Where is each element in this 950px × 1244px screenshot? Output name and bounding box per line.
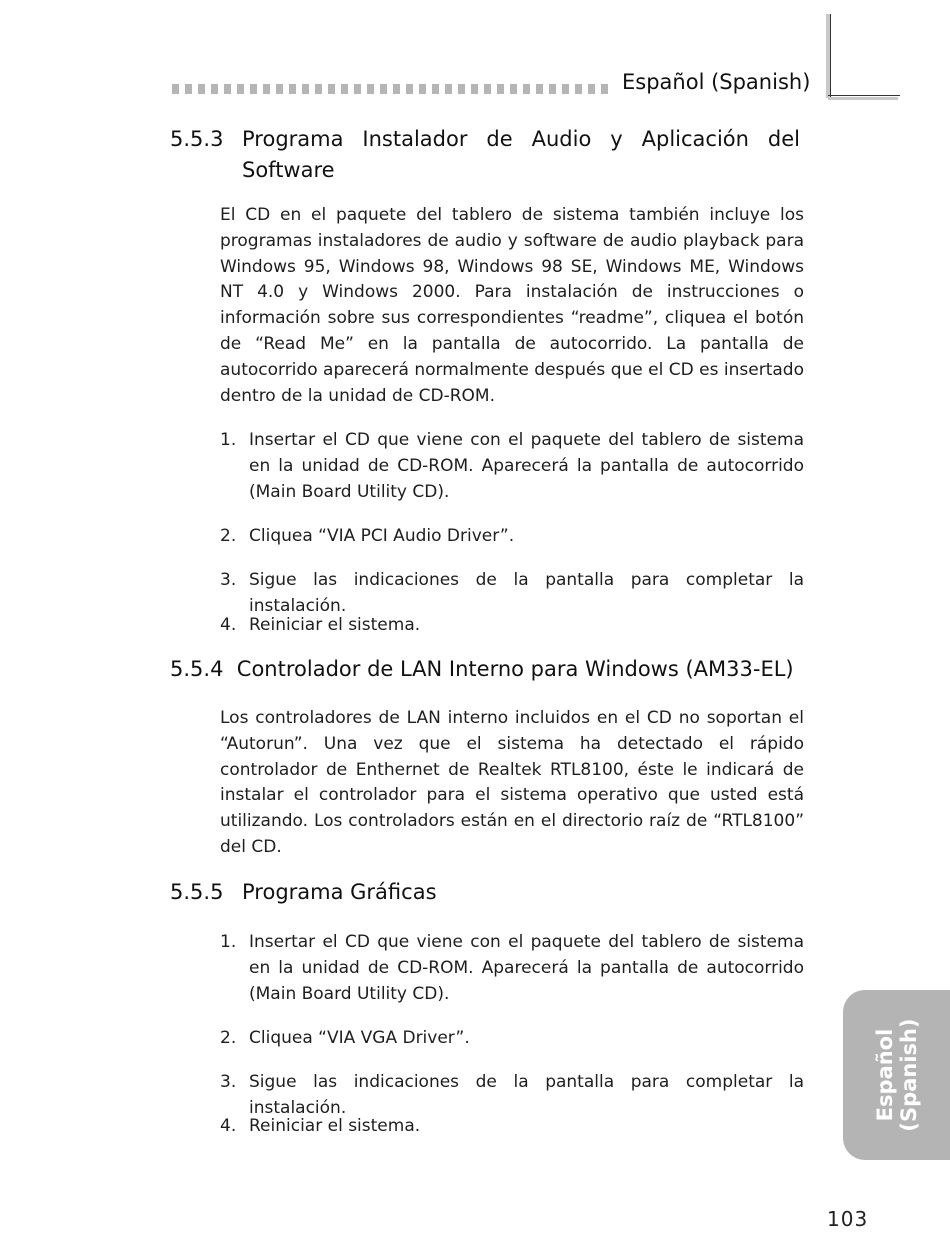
header-language-label: Español (Spanish) (622, 70, 811, 94)
list-item-text: Insertar el CD que viene con el paquete del tablero de sistema en la unidad de CD-ROM. Aparecerá la pantalla de autocorrido (Main Board Utility CD). (249, 430, 804, 502)
list-item-text: Cliquea “VIA PCI Audio Driver”. (249, 526, 515, 546)
list-item-number: 1. (220, 430, 237, 450)
section-555-number: 5.5.5 (170, 880, 224, 904)
list-item-text: Insertar el CD que viene con el paquete del tablero de sistema en la unidad de CD-ROM. Aparecerá la pantalla de autocorrido (Main Board Utility CD). (249, 932, 804, 1004)
list-item-text: Sigue las indicaciones de la pantalla para completar la instalación. (249, 1072, 804, 1118)
corner-mark-horizontal-shade (828, 97, 898, 100)
side-tab-line2: (Spanish) (896, 1018, 921, 1132)
list-item-number: 3. (220, 1072, 237, 1092)
list-item (220, 428, 804, 505)
header-dotted-rule (172, 84, 610, 94)
list-item-number: 2. (220, 526, 237, 546)
corner-mark-horizontal-line (828, 95, 900, 96)
section-555-title: Programa Gráficas (242, 880, 437, 904)
section-553-title-line2: Software (242, 158, 335, 182)
language-side-tab-label (873, 1018, 921, 1131)
corner-mark-vertical-line (830, 14, 831, 98)
list-item-text: Reiniciar el sistema. (249, 1116, 421, 1136)
section-554-paragraph: Los controladores de LAN interno incluidos en el CD no soportan el “Autorun”. Una vez que el sistema ha detectado el rápido controlador de Enthernet de Realtek RTL8100, éste le indicará de instalar el controlador para el sistema operativo que usted está utilizando. Los controladors están en el directorio raíz de “RTL8100” del CD. (220, 708, 804, 857)
section-553-paragraph: El CD en el paquete del tablero de sistema también incluye los programas instaladores de audio y software de audio playback para Windows 95, Windows 98, Windows 98 SE, Windows ME, Windows NT 4.0 y Windows 2000. Para instalación de instrucciones o información sobre sus correspondientes “readme”, cliquea el botón de “Read Me” en la pantalla de autocorrido. La pantalla de autocorrido aparecerá normalmente después que el CD es insertado dentro de la unidad de CD-ROM. (220, 205, 804, 406)
list-item (220, 524, 804, 550)
section-554-title: Controlador de LAN Interno para Windows (AM33-EL) (236, 657, 794, 681)
list-item-number: 4. (220, 1116, 237, 1136)
list-item-number: 4. (220, 615, 237, 635)
section-553-title-line1: Programa Instalador de Audio y Aplicación del (242, 127, 800, 151)
page-number: 103 (827, 1207, 869, 1231)
section-554-heading (170, 657, 810, 681)
list-item-text: Reiniciar el sistema. (249, 615, 421, 635)
list-item (220, 930, 804, 1007)
section-555-heading (170, 880, 810, 904)
list-item (220, 1114, 804, 1140)
section-553-heading (170, 124, 804, 186)
list-item (220, 613, 804, 639)
list-item-number: 2. (220, 1028, 237, 1048)
list-item-number: 1. (220, 932, 237, 952)
list-item-number: 3. (220, 570, 237, 590)
side-tab-line1: Español (872, 1028, 897, 1122)
list-item (220, 568, 804, 620)
list-item-text: Sigue las indicaciones de la pantalla para completar la instalación. (249, 570, 804, 616)
section-554-number: 5.5.4 (170, 657, 224, 681)
section-553-number: 5.5.3 (170, 127, 224, 151)
language-side-tab (843, 990, 950, 1160)
list-item-text: Cliquea “VIA VGA Driver”. (249, 1028, 470, 1048)
list-item (220, 1026, 804, 1052)
